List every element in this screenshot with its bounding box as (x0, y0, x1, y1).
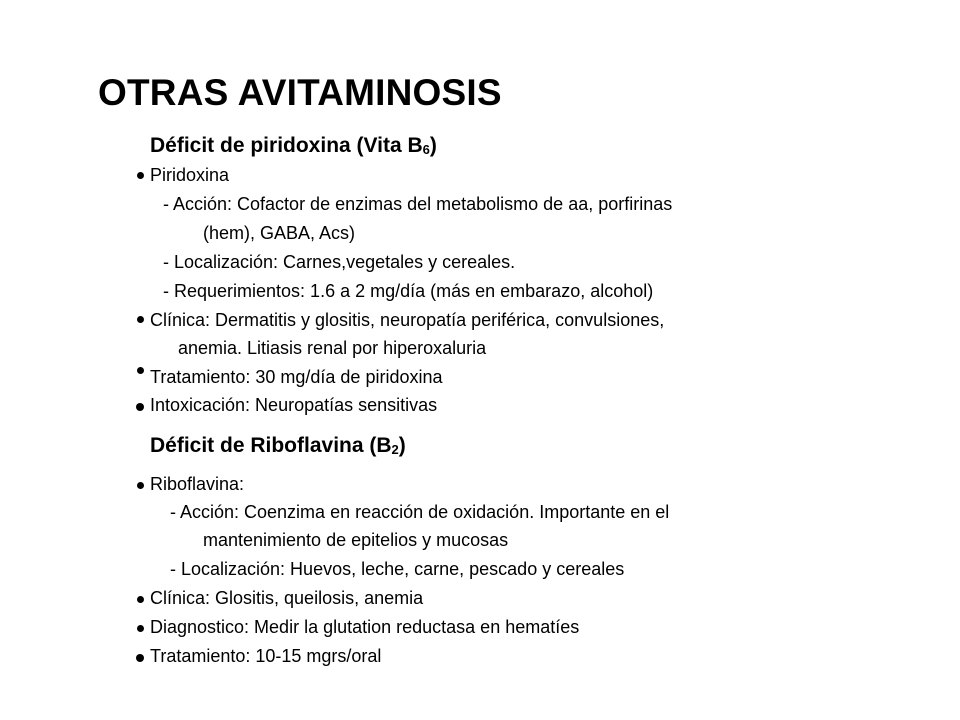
bullet-icon (136, 654, 144, 662)
list-item: Clínica: Glositis, queilosis, anemia (150, 588, 424, 608)
bullet-icon (136, 403, 144, 411)
bullet-icon (137, 316, 144, 323)
sub-item-continuation: mantenimiento de epitelios y mucosas (203, 530, 509, 550)
heading-subscript: 2 (391, 442, 399, 457)
section-heading-piridoxina (150, 134, 437, 158)
sub-item: - Acción: Cofactor de enzimas del metabolismo de aa, porfirinas (163, 194, 673, 214)
list-item: Clínica: Dermatitis y glositis, neuropatía periférica, convulsiones, (150, 310, 665, 330)
list-item: Tratamiento: 30 mg/día de piridoxina (150, 367, 443, 387)
bullet-icon (137, 172, 144, 179)
heading-text: Déficit de piridoxina (Vita B (150, 134, 423, 157)
section-heading-riboflavina (150, 434, 406, 458)
bullet-icon (137, 625, 144, 632)
sub-item: - Acción: Coenzima en reacción de oxidación. Importante en el (170, 502, 670, 522)
heading-text: Déficit de Riboflavina (B (150, 434, 392, 457)
list-item: Tratamiento: 10-15 mgrs/oral (150, 646, 382, 666)
slide-title: OTRAS AVITAMINOSIS (98, 72, 502, 113)
heading-close: ) (429, 134, 437, 157)
list-item: Intoxicación: Neuropatías sensitivas (150, 395, 438, 415)
list-item-continuation: anemia. Litiasis renal por hiperoxaluria (178, 338, 487, 358)
sub-item-continuation: (hem), GABA, Acs) (203, 223, 356, 243)
sub-item: - Requerimientos: 1.6 a 2 mg/día (más en embarazo, alcohol) (163, 281, 654, 301)
heading-subscript: 6 (422, 142, 430, 157)
sub-item: - Localización: Huevos, leche, carne, pescado y cereales (170, 559, 625, 579)
bullet-icon (137, 482, 144, 489)
list-item: Diagnostico: Medir la glutation reductasa en hematíes (150, 617, 580, 637)
heading-close: ) (398, 434, 406, 457)
list-item: Piridoxina (150, 165, 230, 185)
sub-item: - Localización: Carnes,vegetales y cereales. (163, 252, 516, 272)
bullet-icon (137, 596, 144, 603)
list-item: Riboflavina: (150, 474, 245, 494)
bullet-icon (137, 367, 144, 374)
